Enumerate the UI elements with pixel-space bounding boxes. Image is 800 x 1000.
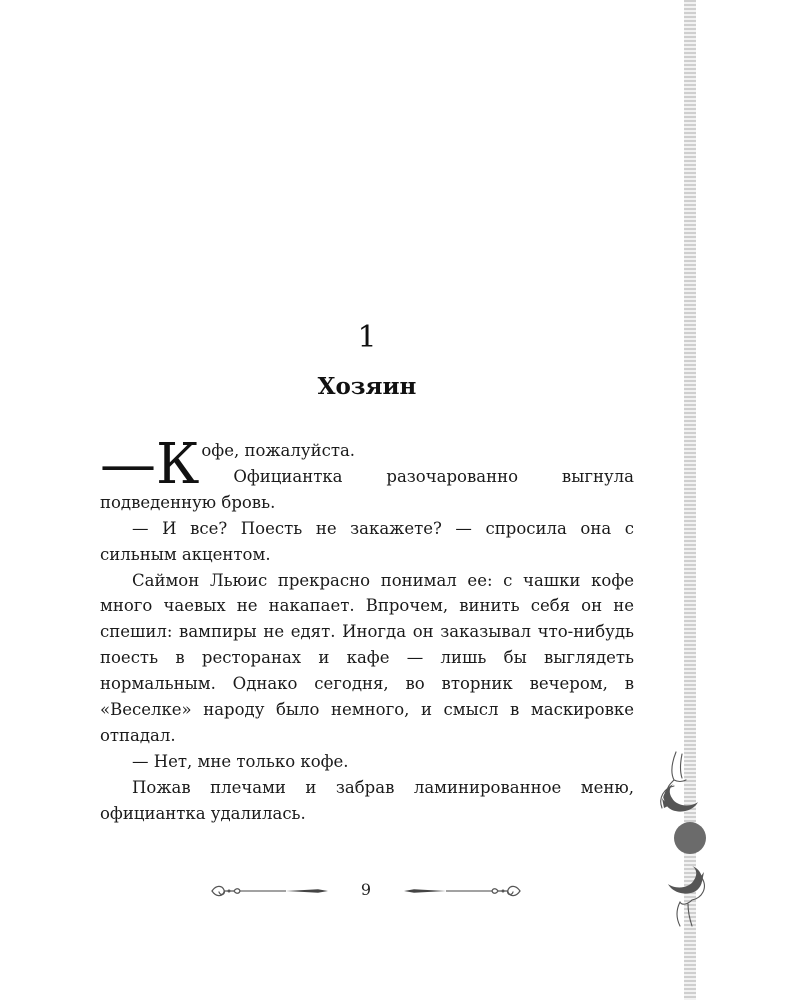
folio	[208, 877, 524, 905]
chapter-number: 1	[357, 320, 377, 355]
paragraph: Пожав плечами и забрав ламинированное меню, официантка удалилась.	[100, 777, 634, 823]
paragraph: — Нет, мне только кофе.	[132, 751, 349, 771]
drop-cap: —К	[100, 432, 200, 497]
page-number: 9	[360, 880, 372, 899]
paragraph: Официантка разочарованно выгнула подведенную бровь.	[100, 466, 634, 512]
chapter-body	[100, 432, 634, 827]
paragraph-text: офе, пожалуйста.	[201, 441, 356, 460]
hand-crescent-moon-icon	[652, 748, 714, 930]
chapter-title: Хозяин	[317, 373, 417, 400]
paragraph: — И все? Поесть не закажете? — спросила она с сильным акцентом.	[100, 518, 634, 564]
flourish-rule-icon	[398, 877, 524, 905]
paragraph: Саймон Льюис прекрасно понимал ее: с чашки кофе много чаевых не накапает. Впрочем, винить себя он не спешил: вампиры не едят. Иногда он заказывал что-нибудь поесть в ресторанах и кафе — лишь бы выглядеть нормальным. Однако сегодня, во вторник вечером, в «Веселке» народу было немного, и смысл в маскировке отпадал.	[100, 570, 634, 745]
